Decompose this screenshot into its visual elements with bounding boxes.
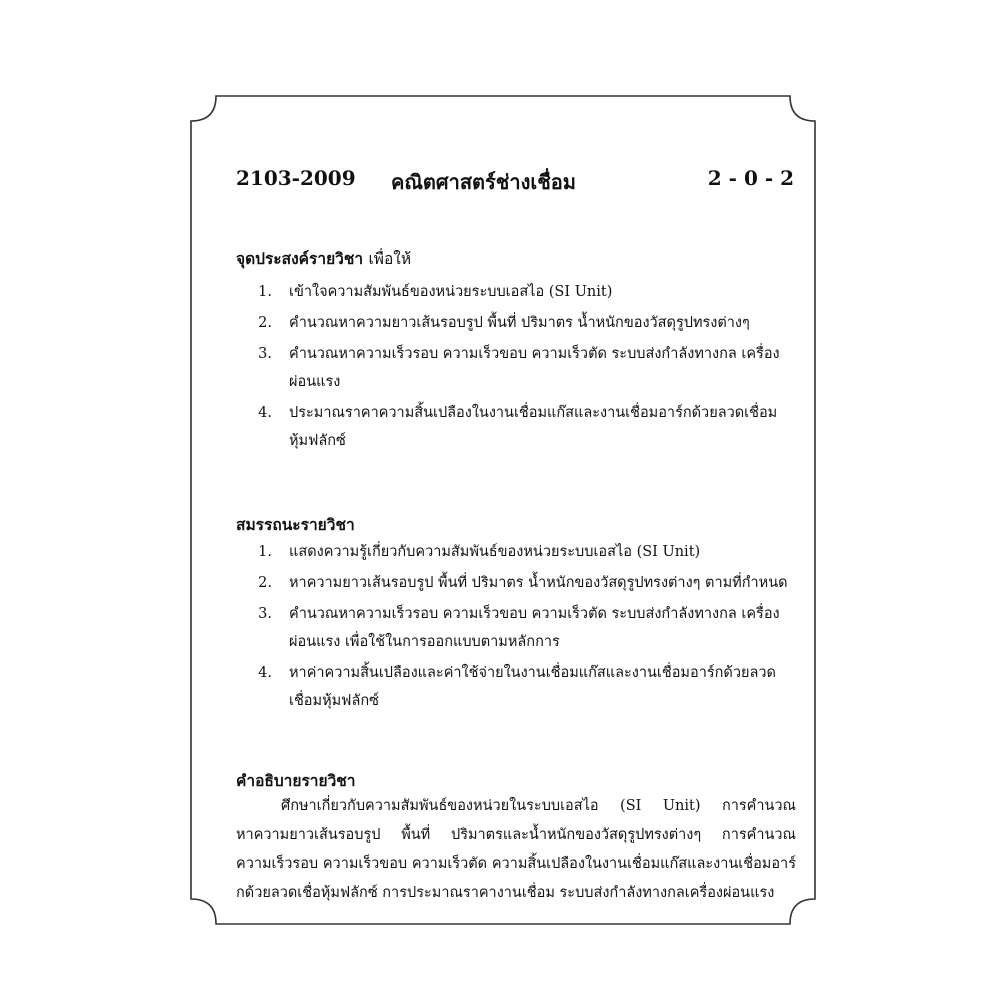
list-item [236,340,796,396]
item-number: 1. [258,544,272,560]
list-item [236,399,796,455]
course-header [236,166,796,198]
description-heading [236,768,356,793]
item-text: คำนวณหาความเร็วรอบ ความเร็วขอบ ความเร็วตัด ระบบส่งกำลังทางกล เครื่องผ่อนแรง [289,346,780,390]
competencies-heading [236,512,355,537]
competencies-title: สมรรถนะรายวิชา [236,515,355,534]
description-text: ศึกษาเกี่ยวกับความสัมพันธ์ของหน่วยในระบบเอสไอ (SI Unit) การคำนวณหาความยาวเส้นรอบรูป พื้นที่ ปริมาตรและน้ำหนักของวัสดุรูปทรงต่างๆ การคำนวณความเร็วรอบ ความเร็วขอบ ความเร็วตัด ความสิ้นเปลืองในงานเชื่อมแก๊สและงานเชื่อมอาร์กด้วยลวดเชื่อหุ้มฟลักซ์ การประมาณราคางานเชื่อม ระบบส่งกำลังทางกลเครื่องผ่อนแรง [236,798,796,901]
item-number: 3. [258,346,272,362]
item-text: คำนวณหาความยาวเส้นรอบรูป พื้นที่ ปริมาตร น้ำหนักของวัสดุรูปทรงต่างๆ [289,315,750,331]
item-number: 2. [258,575,272,591]
item-number: 4. [258,405,272,421]
course-credits: 2 - 0 - 2 [707,166,794,190]
objectives-suffix: เพื่อให้ [368,250,412,268]
course-code: 2103-2009 [236,166,356,190]
list-item [236,309,796,337]
item-text: คำนวณหาความเร็วรอบ ความเร็วขอบ ความเร็วตัด ระบบส่งกำลังทางกล เครื่องผ่อนแรง เพื่อใช้ในการออกแบบตามหลักการ [289,606,780,650]
item-text: แสดงความรู้เกี่ยวกับความสัมพันธ์ของหน่วยระบบเอสไอ (SI Unit) [289,544,701,560]
list-item [236,569,796,597]
item-number: 2. [258,315,272,331]
course-title: คณิตศาสตร์ช่างเชื่อม [391,170,576,194]
item-text: หาความยาวเส้นรอบรูป พื้นที่ ปริมาตร น้ำหนักของวัสดุรูปทรงต่างๆ ตามที่กำหนด [289,575,788,591]
list-item [236,538,796,566]
description-title: คำอธิบายรายวิชา [236,771,356,790]
list-item [236,659,796,715]
objectives-title: จุดประสงค์รายวิชา [236,249,364,268]
item-number: 4. [258,665,272,681]
item-text: ประมาณราคาความสิ้นเปลืองในงานเชื่อมแก๊สและงานเชื่อมอาร์กด้วยลวดเชื่อมหุ้มฟลักซ์ [289,405,778,449]
competencies-list [236,538,796,718]
item-number: 1. [258,284,272,300]
objectives-list [236,278,796,458]
item-text: เข้าใจความสัมพันธ์ของหน่วยระบบเอสไอ (SI Unit) [289,284,613,300]
item-text: หาค่าความสิ้นเปลืองและค่าใช้จ่ายในงานเชื่อมแก๊สและงานเชื่อมอาร์กด้วยลวดเชื่อมหุ้มฟลักซ์ [289,665,776,709]
objectives-heading [236,246,411,271]
list-item [236,600,796,656]
list-item [236,278,796,306]
item-number: 3. [258,606,272,622]
